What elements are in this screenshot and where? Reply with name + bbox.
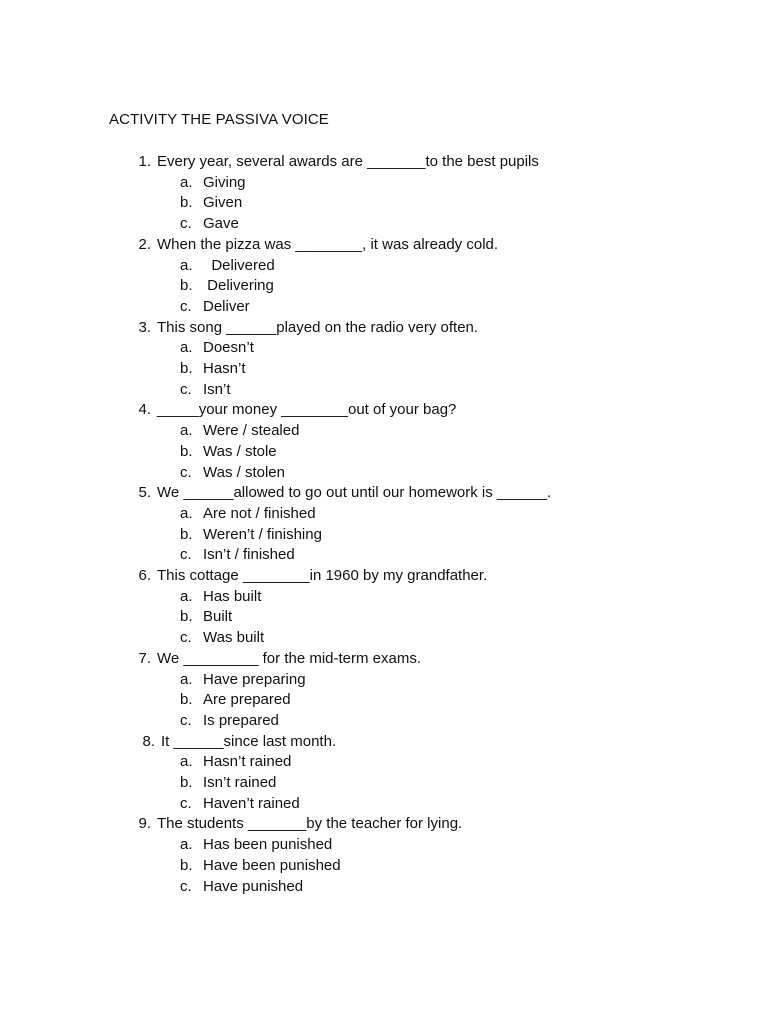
option-letter: b. — [180, 442, 193, 460]
option-letter: c. — [180, 877, 192, 895]
option-letter: c. — [180, 297, 192, 315]
option-text: Isn’t rained — [203, 774, 277, 791]
option-text: Were / stealed — [203, 422, 300, 440]
option-letter: b. — [180, 608, 193, 626]
question-number: 9. — [138, 815, 151, 833]
option-letter: a. — [180, 670, 193, 688]
question-number: 4. — [138, 401, 151, 419]
option-text: Was / stole — [203, 442, 277, 460]
question-text: This song ______played on the radio very often. — [157, 318, 479, 336]
option-text: Delivering — [203, 277, 274, 295]
option-text: Given — [203, 194, 243, 212]
question-text: It ______since last month. — [161, 732, 337, 750]
question-text: _____your money ________out of your bag? — [157, 401, 457, 419]
question-text: When the pizza was ________, it was already cold. — [157, 235, 499, 253]
option-text: Isn’t — [203, 380, 231, 398]
option-text: Has been punished — [203, 836, 333, 854]
question-text: The students _______by the teacher for lying. — [157, 815, 463, 833]
question-number: 1. — [138, 153, 151, 170]
option-letter: c. — [180, 380, 192, 398]
option-letter: a. — [180, 836, 193, 854]
option-letter: c. — [180, 794, 192, 812]
option-text: Hasn’t rained — [203, 753, 292, 771]
option-letter: a. — [180, 504, 193, 522]
option-text: Have preparing — [203, 670, 306, 688]
option-letter: a. — [180, 422, 193, 440]
question-text: We _________ for the mid-term exams. — [157, 649, 422, 667]
option-letter: c. — [180, 629, 192, 647]
option-text: Was built — [203, 629, 265, 647]
option-letter: c. — [180, 463, 192, 481]
option-letter: b. — [180, 774, 193, 791]
option-text: Weren’t / finishing — [203, 525, 322, 543]
option-letter: c. — [180, 215, 192, 233]
option-letter: c. — [180, 546, 192, 564]
option-text: Was / stolen — [203, 463, 285, 481]
option-letter: b. — [180, 360, 193, 377]
option-text: Are prepared — [203, 691, 291, 709]
option-letter: b. — [180, 194, 193, 212]
question-number: 6. — [138, 567, 151, 584]
option-letter: b. — [180, 277, 193, 295]
option-letter: b. — [180, 691, 193, 709]
option-text: Haven’t rained — [203, 794, 300, 812]
option-text: Have punished — [203, 877, 304, 895]
option-text: Are not / finished — [203, 504, 316, 522]
option-text: Has built — [203, 587, 262, 605]
option-text: Hasn’t — [203, 360, 246, 377]
question-number: 5. — [138, 484, 151, 502]
option-text: Built — [203, 608, 233, 626]
option-letter: a. — [180, 587, 193, 605]
option-letter: a. — [180, 256, 193, 274]
option-text: Have been punished — [203, 856, 341, 874]
option-text: Deliver — [203, 297, 250, 315]
question-text: Every year, several awards are _______to the best pupils — [157, 153, 539, 170]
option-text: Gave — [203, 215, 239, 233]
option-text: Giving — [203, 173, 246, 191]
option-text: Isn’t / finished — [203, 546, 295, 564]
question-text: We ______allowed to go out until our homework is ______. — [157, 484, 552, 502]
option-letter: a. — [180, 753, 193, 771]
option-letter: b. — [180, 525, 193, 543]
option-letter: a. — [180, 173, 193, 191]
option-text: Is prepared — [203, 711, 279, 729]
option-text: Delivered — [203, 256, 275, 274]
question-number: 3. — [138, 318, 151, 336]
option-letter: a. — [180, 339, 193, 357]
option-letter: c. — [180, 711, 192, 729]
page-title: ACTIVITY THE PASSIVA VOICE — [109, 111, 329, 128]
question-number: 8. — [142, 732, 155, 750]
question-text: This cottage ________in 1960 by my grandfather. — [157, 567, 488, 584]
question-number: 2. — [138, 235, 151, 253]
option-letter: b. — [180, 856, 193, 874]
question-number: 7. — [138, 649, 151, 667]
option-text: Doesn’t — [203, 339, 254, 357]
